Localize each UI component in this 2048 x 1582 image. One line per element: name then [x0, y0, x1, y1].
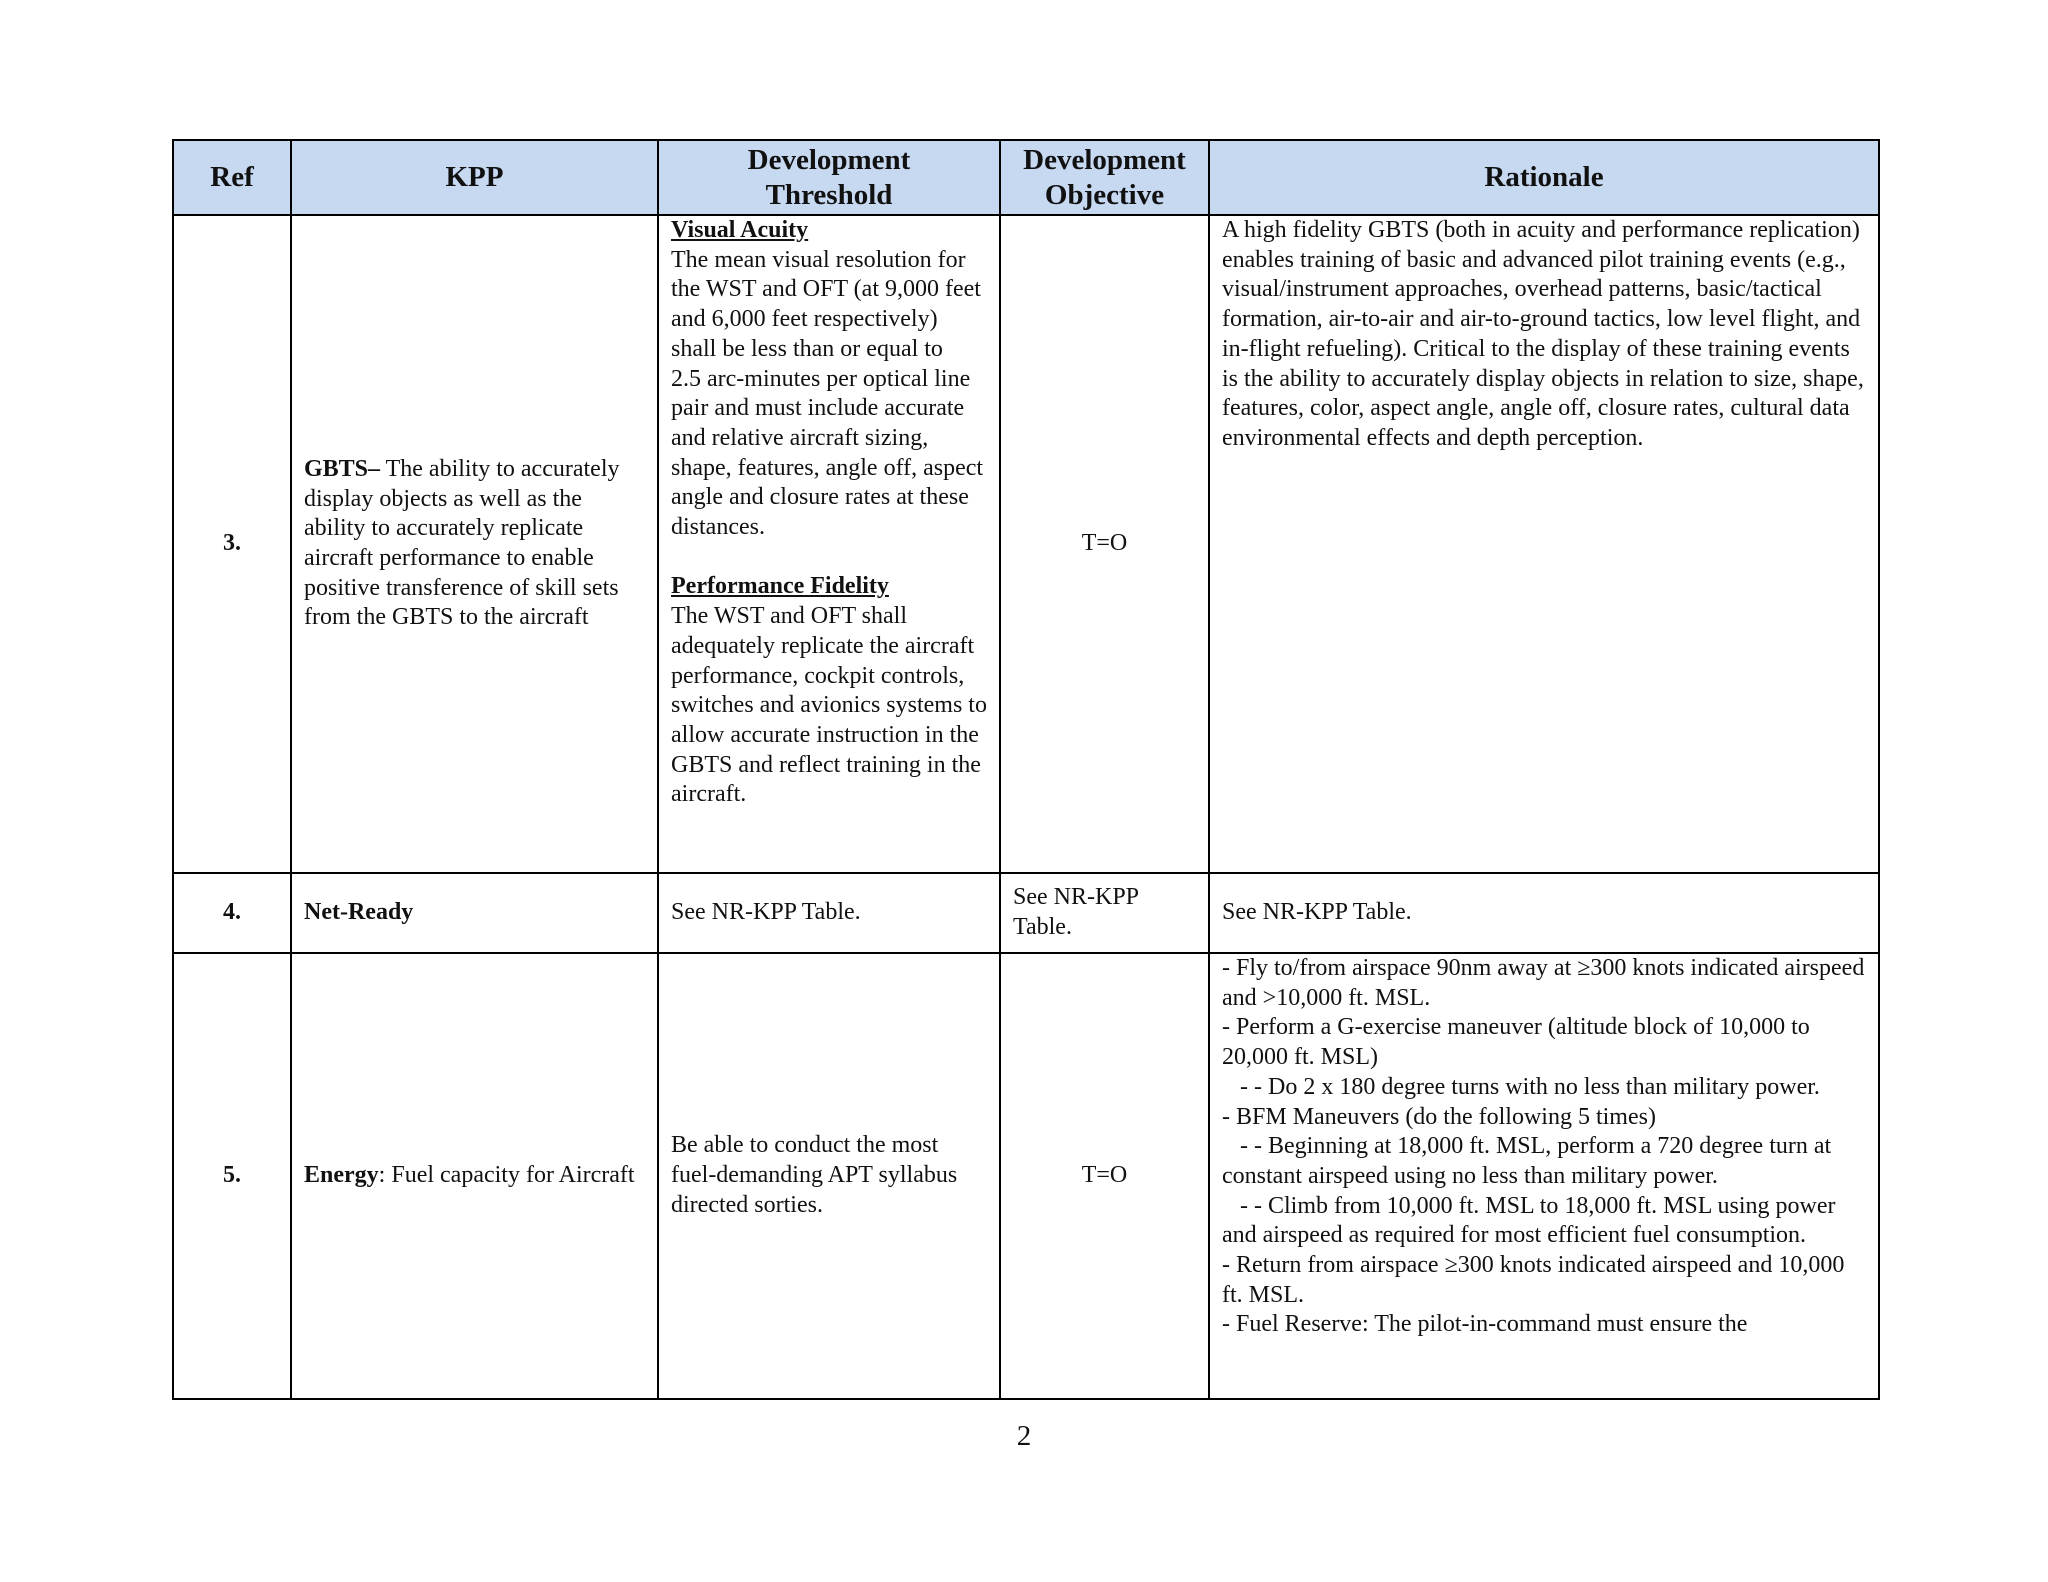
row4-objective: See NR-KPP Table. — [1000, 873, 1209, 953]
row5-rationale-line: - Return from airspace ≥300 knots indicated airspeed and 10,000 ft. MSL. — [1222, 1252, 1845, 1308]
row4-kpp-title: Net-Ready — [304, 899, 414, 926]
table-row — [173, 215, 1879, 873]
table-row — [173, 953, 1879, 1399]
header-development-threshold — [658, 140, 1000, 215]
row3-threshold-heading-performance-fidelity: Performance Fidelity — [671, 573, 889, 600]
row5-rationale-line: - Perform a G-exercise maneuver (altitude block of 10,000 to 20,000 ft. MSL) — [1222, 1014, 1810, 1071]
table-header-row — [173, 140, 1879, 215]
row3-threshold — [658, 215, 1000, 873]
row4-ref: 4. — [173, 873, 291, 953]
header-rationale: Rationale — [1209, 140, 1879, 215]
row4-threshold: See NR-KPP Table. — [658, 873, 1000, 953]
row5-threshold: Be able to conduct the most fuel-demanding APT syllabus directed sorties. — [658, 953, 1000, 1399]
row5-kpp-description: : Fuel capacity for Aircraft — [378, 1162, 635, 1189]
page-number: 2 — [1016, 1420, 1032, 1452]
row3-threshold-text1a: The mean visual resolution for the WST and OFT (at 9,000 feet and 6,000 feet respectively) shall be less than or equal to — [671, 246, 981, 362]
row5-rationale-line: - - Climb from 10,000 ft. MSL to 18,000 ft. MSL using power and airspeed as required for most efficient fuel consumption. — [1222, 1192, 1842, 1249]
row5-rationale-line: - Fuel Reserve: The pilot-in-command must ensure the — [1222, 1311, 1748, 1338]
row3-kpp — [291, 215, 658, 873]
header-kpp: KPP — [291, 140, 658, 215]
row3-threshold-heading-visual-acuity: Visual Acuity — [671, 217, 809, 243]
row5-rationale-line: - BFM Maneuvers (do the following 5 times) — [1222, 1103, 1656, 1130]
header-ref: Ref — [173, 140, 291, 215]
header-threshold-line1: Development — [747, 143, 911, 176]
row5-kpp — [291, 953, 658, 1399]
row3-ref: 3. — [173, 215, 291, 873]
row3-threshold-spacer — [671, 543, 987, 573]
row3-objective: T=O — [1000, 215, 1209, 873]
row3-threshold-text1b: 2.5 arc-minutes per optical line pair and must include accurate and relative aircraft sizing, shape, features, angle off, aspect angle and closure rates at these distances. — [671, 365, 984, 541]
row4-rationale: See NR-KPP Table. — [1209, 873, 1879, 953]
header-objective-line2: Objective — [1044, 178, 1165, 211]
row3-rationale: A high fidelity GBTS (both in acuity and performance replication) enables training of basic and advanced pilot training events (e.g., visual/instrument approaches, overhead patterns, basic/tactical formation, air-to-air and air-to-ground tactics, low level flight, and in-flight refueling). Critical to the display of these training events is the ability to accurately display objects in relation to size, shape, features, color, aspect angle, angle off, closure rates, cultural data environmental effects and depth perception. — [1209, 215, 1879, 873]
header-development-objective — [1000, 140, 1209, 215]
row4-kpp — [291, 873, 658, 953]
header-objective-line1: Development — [1023, 143, 1186, 176]
header-threshold-line2: Threshold — [765, 178, 893, 211]
kpp-table — [172, 139, 1880, 1400]
row5-rationale-line: - Fly to/from airspace 90nm away at ≥300 knots indicated airspeed and >10,000 ft. MSL. — [1222, 955, 1865, 1011]
row5-objective: T=O — [1000, 953, 1209, 1399]
row5-rationale — [1209, 953, 1879, 1399]
table-row — [173, 873, 1879, 953]
row5-kpp-title: Energy — [304, 1162, 379, 1189]
row5-rationale-line: - - Beginning at 18,000 ft. MSL, perform a 720 degree turn at constant airspeed using no less than military power. — [1222, 1133, 1838, 1189]
row3-kpp-description: The ability to accurately display objects as well as the ability to accurately replicate aircraft performance to enable positive transference of skill sets from the GBTS to the aircraft — [304, 455, 620, 631]
row3-threshold-text2: The WST and OFT shall adequately replicate the aircraft performance, cockpit controls, switches and avionics systems to allow accurate instruction in the GBTS and reflect training in the aircraft. — [671, 603, 987, 808]
row3-kpp-title: GBTS– — [304, 455, 381, 482]
row5-ref: 5. — [173, 953, 291, 1399]
row5-rationale-line: - - Do 2 x 180 degree turns with no less than military power. — [1222, 1073, 1820, 1100]
